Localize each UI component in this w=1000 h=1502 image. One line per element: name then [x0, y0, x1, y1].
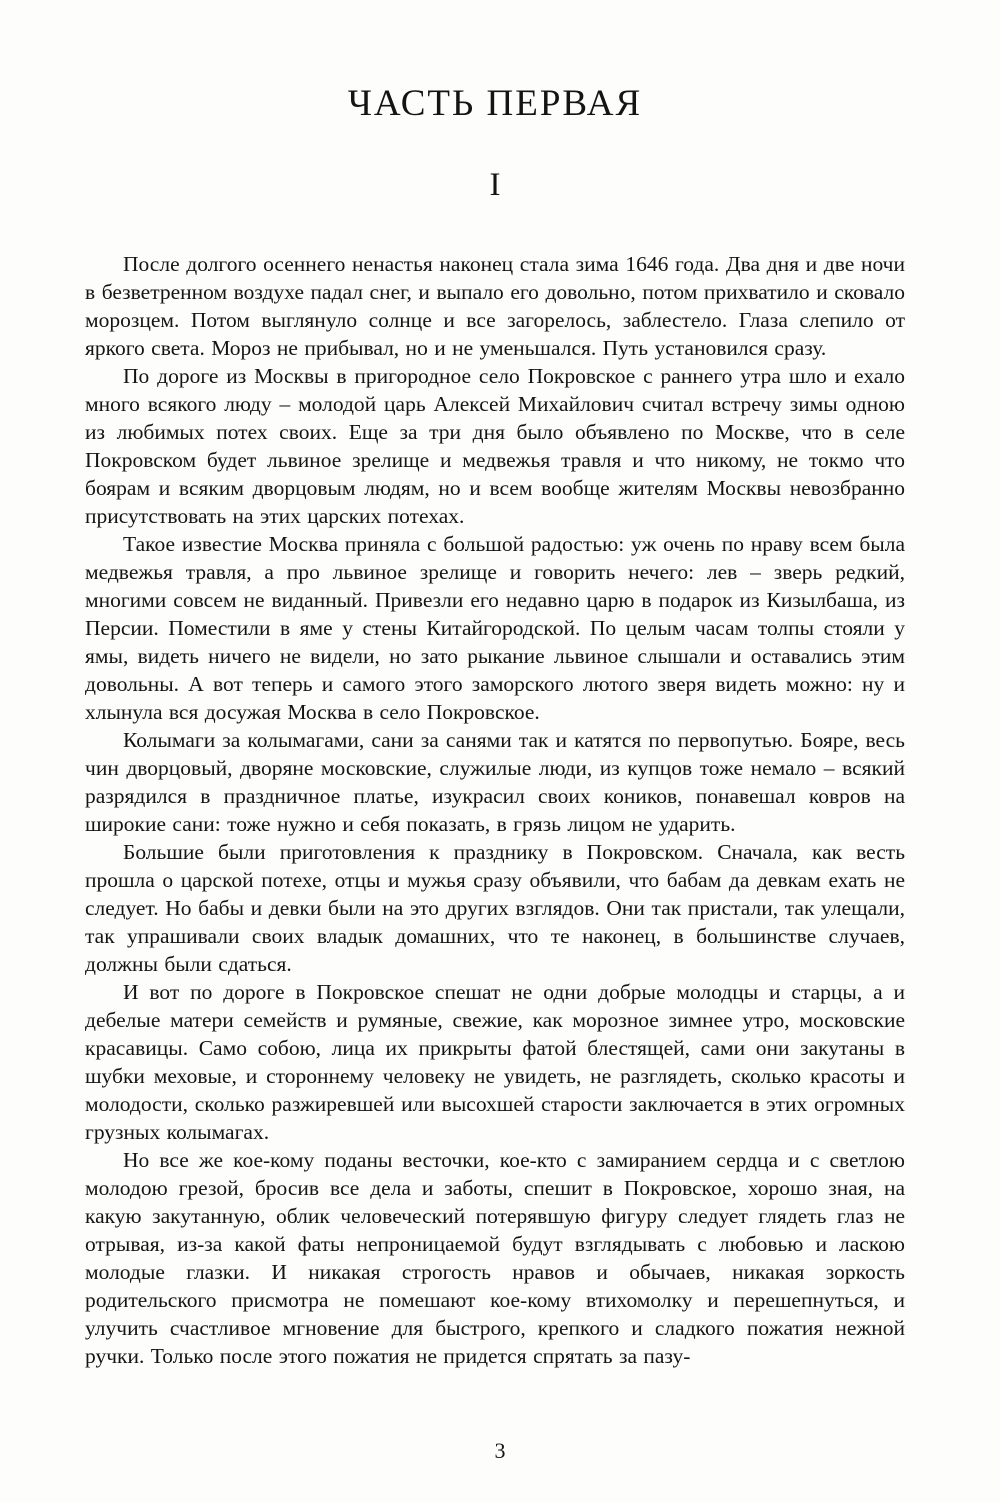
paragraph: Такое известие Москва приняла с большой радостью: уж очень по нраву всем была медвежья травля, а про львиное зрелище и говорить нечего: лев – зверь редкий, многими совсем не виданный. Привезли его недавно царю в подарок из Кизылбаша, из Персии. Поместили в яме у стены Китайгородской. По целым часам толпы стояли у ямы, видеть ничего не видели, но зато рыкание львиное слышали и оставались этим довольны. А вот теперь и самого этого заморского лютого зверя видеть можно: ну и хлынула вся досужая Москва в село Покровское. — [85, 531, 905, 724]
paragraph: После долгого осеннего ненастья наконец стала зима 1646 года. Два дня и две ночи в безветренном воздухе падал снег, и выпало его довольно, потом прихватило и сковало морозцем. Потом выглянуло солнце и все загорелось, заблестело. Глаза слепило от яркого света. Мороз не прибывал, но и не уменьшался. Путь установился сразу. — [85, 251, 905, 360]
paragraph: Большие были приготовления к празднику в Покровском. Сначала, как весть прошла о царской потехе, отцы и мужья сразу объявили, что бабам да девкам ехать не следует. Но бабы и девки были на это других взглядов. Они так пристали, так улещали, так упрашивали своих владык домашних, что те наконец, в большинстве случаев, должны были сдаться. — [85, 839, 905, 976]
paragraph: Колымаги за колымагами, сани за санями так и катятся по первопутью. Бояре, весь чин дворцовый, дворяне московские, служилые люди, из купцов тоже немало – всякий разрядился в праздничное платье, изукрасил своих коников, понавешал ковров на широкие сани: тоже нужно и себя показать, в грязь лицом не ударить. — [85, 727, 905, 836]
paragraph: И вот по дороге в Покровское спешат не одни добрые молодцы и старцы, а и дебелые матери семейств и румяные, свежие, как морозное зимнее утро, московские красавицы. Само собою, лица их прикрыты фатой блестящей, сами они закутаны в шубки меховые, и стороннему человеку не увидеть, не разглядеть, сколько красоты и молодости, сколько разжиревшей или высохшей старости заключается в этих огромных грузных колымагах. — [85, 979, 905, 1144]
chapter-number: I — [489, 166, 501, 203]
page-number: 3 — [494, 1438, 506, 1463]
paragraph: Но все же кое-кому поданы весточки, кое-кто с замиранием сердца и с светлою молодою грезой, бросив все дела и заботы, спешит в Покровское, хорошо зная, на какую закутанную, облик человеческий потерявшую фигуру следует глядеть глаз не отрывая, из-за какой фаты непроницаемой будут взглядывать с любовью и ласкою молодые глазки. И никакая строгость нравов и обычаев, никакая зоркость родительского присмотра не помешают кое-кому втихомолку и перешепнуться, и улучить счастливое мгновение для быстрого, крепкого и сладкого пожатия нежной ручки. Только после этого пожатия не придется спрятать за пазу- — [85, 1147, 905, 1368]
part-title: ЧАСТЬ ПЕРВАЯ — [347, 83, 643, 124]
paragraph: По дороге из Москвы в пригородное село Покровское с раннего утра шло и ехало много всякого люду – молодой царь Алексей Михайлович считал встречу зимы одною из любимых потех своих. Еще за три дня было объявлено по Москве, что в селе Покровском будет львиное зрелище и медвежья травля и что никому, не токмо что боярам и всяким дворцовым людям, но и всем вообще жителям Москвы невозбранно присутствовать на этих царских потехах. — [85, 363, 905, 528]
body-text — [85, 250, 905, 1370]
